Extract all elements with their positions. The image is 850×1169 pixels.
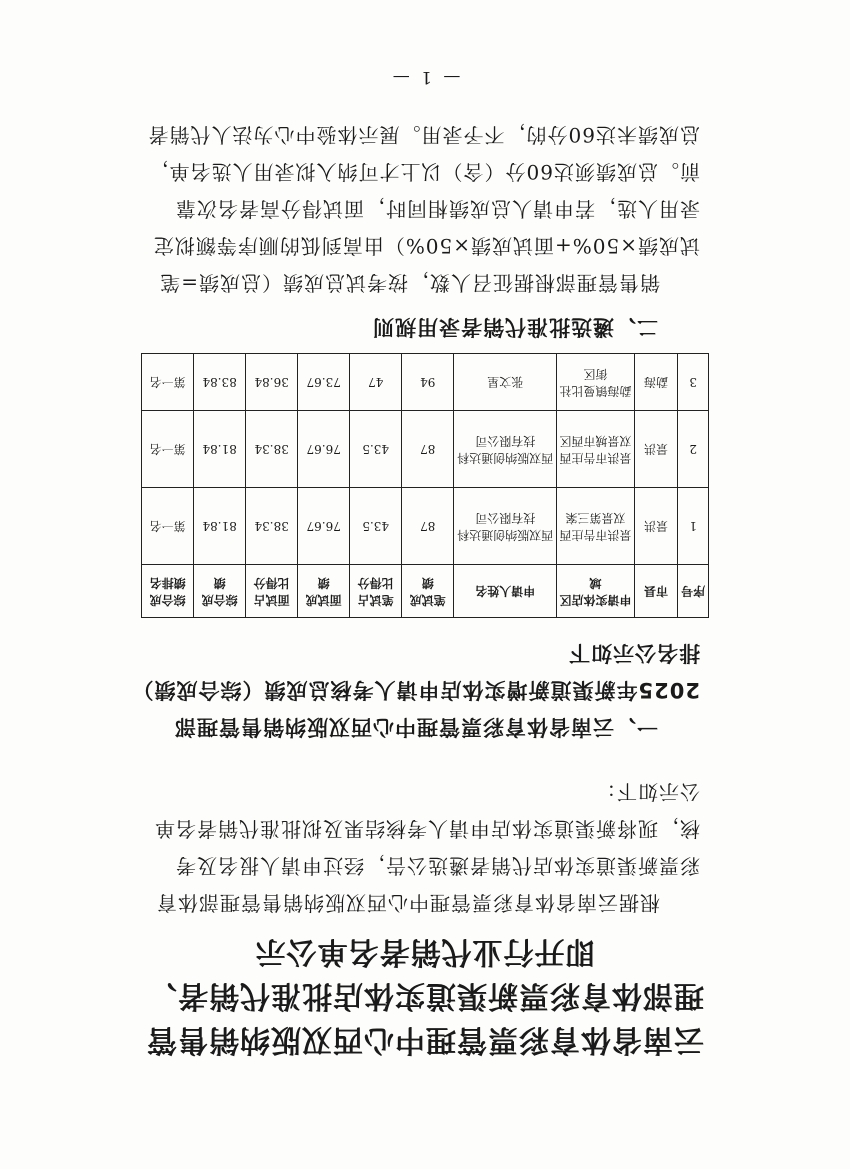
header-written-score: 笔试成绩	[402, 565, 454, 618]
cell-rank: 第一名	[142, 411, 194, 488]
cell-seq: 1	[678, 488, 709, 565]
cell-interview-score: 73.67	[298, 354, 350, 411]
header-interview-weighted: 面试占比得分	[246, 565, 298, 618]
header-applicant: 申请人姓名	[454, 565, 557, 618]
section1-heading: 一、云南省体育彩票管理中心西双版纳销售管理部2025年新渠道新增实体店申请人考核总成绩（综合成绩）排名公示如下	[142, 641, 700, 739]
cell-interview-weighted: 38.34	[246, 488, 298, 565]
cell-store-area: 景洪市告庄西双景城市西区	[557, 411, 635, 488]
cell-written-weighted: 43.5	[350, 488, 402, 565]
cell-applicant: 西双版纳创通达科技有限公司	[454, 488, 557, 565]
cell-rank: 第一名	[142, 488, 194, 565]
cell-county: 景洪	[634, 488, 678, 565]
cell-written-weighted: 47	[350, 354, 402, 411]
cell-written-weighted: 43.5	[350, 411, 402, 488]
cell-applicant: 西双版纳创通达科技有限公司	[454, 411, 557, 488]
cell-total-score: 81.84	[194, 488, 246, 565]
section2-heading: 二、遴选批准代销者录用规则	[372, 315, 658, 339]
cell-interview-score: 76.67	[298, 488, 350, 565]
header-total-score: 综合成绩	[194, 565, 246, 618]
cell-county: 勐海	[634, 354, 678, 411]
table-row	[142, 354, 709, 411]
cell-store-area: 勐海镇曼比社街区	[557, 354, 635, 411]
header-county: 市县	[634, 565, 678, 618]
header-written-weighted: 笔试占比得分	[350, 565, 402, 618]
cell-seq: 3	[678, 354, 709, 411]
header-store-area: 申请实体店区域	[557, 565, 635, 618]
header-seq: 序号	[678, 565, 709, 618]
cell-written-score: 87	[402, 411, 454, 488]
cell-written-score: 94	[402, 354, 454, 411]
cell-total-score: 83.84	[194, 354, 246, 411]
cell-written-score: 87	[402, 488, 454, 565]
header-rank: 综合成绩排名	[142, 565, 194, 618]
rules-paragraph: 销售管理部根据征召人数，按考试总成绩（总成绩=笔试成绩×50%+面试成绩×50%）由高到低的顺序等额拟定录用人选，若申请人总成绩相同时，面试得分高者名次靠前。总成绩须达60分（含）以上才可纳入拟录用人选名单，总成绩未达60分的，不予录用。展示体验中心为法人代销者	[147, 123, 700, 295]
table-row	[142, 488, 709, 565]
cell-applicant: 张文星	[454, 354, 557, 411]
table-row	[142, 411, 709, 488]
table-header-row	[142, 565, 709, 618]
cell-total-score: 81.84	[194, 411, 246, 488]
cell-interview-weighted: 38.34	[246, 411, 298, 488]
cell-county: 景洪	[634, 411, 678, 488]
page-number: — 1 —	[389, 67, 461, 87]
header-interview-score: 面试成绩	[298, 565, 350, 618]
cell-rank: 第一名	[142, 354, 194, 411]
intro-paragraph: 根据云南省体育彩票管理中心西双版纳销售管理部体育彩票新渠道实体店代销者遴选公告，经过申请人报名及考核，现将新渠道实体店申请人考核结果及拟批准代销者名单公示如下：	[154, 780, 700, 915]
cell-interview-score: 76.67	[298, 411, 350, 488]
cell-store-area: 景洪市告庄西双景第三案	[557, 488, 635, 565]
document-title: 云南省体育彩票管理中心西双版纳销售管理部体育彩票新渠道实体店批准代销者、即开行业代销者名单公示	[146, 934, 704, 1057]
cell-interview-weighted: 36.84	[246, 354, 298, 411]
results-table	[141, 353, 709, 618]
cell-seq: 2	[678, 411, 709, 488]
